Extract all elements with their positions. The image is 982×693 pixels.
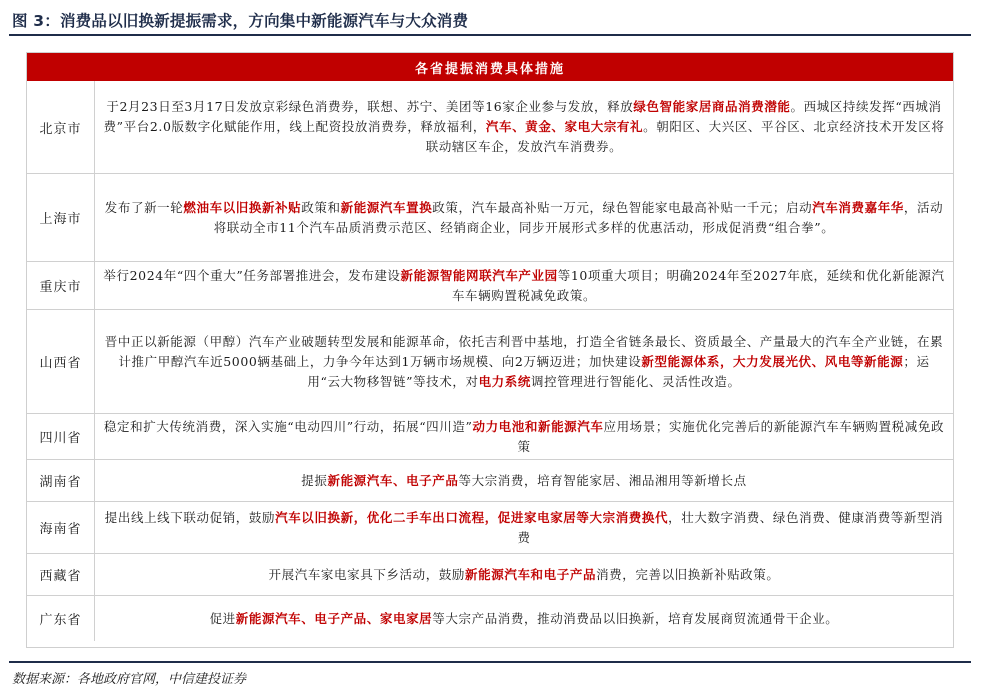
plain-text: 等大宗产品消费，推动消费品以旧换新，培育发展商贸流通骨干企业。 (432, 610, 839, 626)
highlight-text: 新能源汽车、电子产品 (327, 472, 459, 488)
plain-text: 等10项重大项目；明确2024年至2027年底，延续和优化新能源汽车车辆购置税减免政策。 (451, 267, 945, 303)
province-name: 湖南省 (27, 460, 95, 501)
plain-text: ，活动将联动全市11个汽车品质消费示范区、经销商企业，同步开展形式多样的优惠活动，形成促消费“组合拳”。 (213, 199, 944, 235)
plain-text: 。朝阳区、大兴区、平谷区、北京经济技术开发区将联动辖区车企，发放汽车消费券。 (425, 119, 945, 154)
highlight-text: 新型能源体系，大力发展光伏、风电等新能源 (641, 353, 904, 369)
measure-text (95, 554, 953, 595)
bottom-divider (9, 661, 971, 663)
plain-text: ，壮大数字消费、绿色消费、健康消费等新型消费 (517, 509, 944, 545)
plain-text: 开展汽车家电家具下乡活动，鼓励 (268, 566, 466, 582)
province-name: 山西省 (27, 310, 95, 413)
plain-text: 等大宗消费，培育智能家居、湘品湘用等新增长点 (458, 472, 747, 488)
measures-table (26, 52, 954, 648)
table-row (27, 261, 953, 309)
top-divider (9, 34, 971, 36)
figure-title: 图 3：消费品以旧换新提振需求，方向集中新能源汽车与大众消费 (12, 12, 469, 30)
plain-text: 提振 (301, 472, 328, 488)
province-name: 四川省 (27, 414, 95, 459)
plain-text: 政策，汽车最高补贴一万元，绿色智能家电最高补贴一千元；启动 (432, 199, 813, 215)
province-name: 海南省 (27, 502, 95, 553)
table-row (27, 595, 953, 641)
plain-text: 稳定和扩大传统消费，深入实施“电动四川”行动，拓展“四川造” (103, 418, 473, 434)
source-note: 数据来源：各地政府官网，中信建投证券 (12, 672, 247, 687)
table-row (27, 81, 953, 173)
plain-text: 晋中正以新能源（甲醇）汽车产业破题转型发展和能源革命，依托吉利晋中基地，打造全省链条最长、资质最全、产量最大的汽车全产业链，在累计推广甲醇汽车近5000辆基础上，力争今年达到1万辆市场规模、向2万辆迈进；加快建设 (104, 333, 944, 369)
highlight-text: 汽车消费嘉年华 (812, 199, 904, 215)
plain-text: 发布了新一轮 (104, 199, 184, 215)
table-row (27, 309, 953, 413)
province-name: 西藏省 (27, 554, 95, 595)
highlight-text: 燃油车以旧换新补贴 (183, 199, 302, 215)
table-header: 各省提振消费具体措施 (27, 53, 953, 81)
plain-text: 应用场景；实施优化完善后的新能源汽车车辆购置税减免政策 (517, 418, 945, 454)
highlight-text: 动力电池和新能源汽车 (472, 418, 604, 434)
province-name: 广东省 (27, 596, 95, 641)
plain-text: 于2月23日至3月17日发放京彩绿色消费券，联想、苏宁、美团等16家企业参与发放，释放 (106, 99, 634, 114)
highlight-text: 绿色智能家居商品消费潜能 (633, 99, 791, 114)
plain-text: 促进 (209, 610, 236, 626)
measure-text (95, 460, 953, 501)
measure-text (95, 414, 953, 459)
measure-text (95, 502, 953, 553)
highlight-text: 新能源汽车和电子产品 (465, 566, 597, 582)
measure-text (95, 310, 953, 413)
table-row (27, 501, 953, 553)
table-row (27, 413, 953, 459)
province-name: 上海市 (27, 174, 95, 261)
table-body (27, 81, 953, 641)
measure-text (95, 174, 953, 261)
province-name: 北京市 (27, 81, 95, 173)
highlight-text: 新能源智能网联汽车产业园 (400, 267, 558, 283)
measure-text (95, 596, 953, 641)
measure-text (95, 81, 953, 173)
plain-text: 。西城区持续发挥“西城消费”平台2.0版数字化赋能作用，线上配资投放消费券，释放福利， (103, 99, 942, 134)
measure-text (95, 262, 953, 309)
highlight-text: 汽车以旧换新，优化二手车出口流程，促进家电家居等大宗消费换代 (275, 509, 669, 525)
plain-text: 提出线上线下联动促销，鼓励 (104, 509, 276, 525)
highlight-text: 新能源汽车、电子产品、家电家居 (235, 610, 433, 626)
plain-text: 举行2024年“四个重大”任务部署推进会，发布建设 (103, 267, 401, 283)
table-row (27, 173, 953, 261)
table-row (27, 553, 953, 595)
highlight-text: 汽车、黄金、家电大宗有礼 (485, 119, 644, 134)
plain-text: ；运用“云大物移智链”等技术，对 (307, 353, 930, 389)
plain-text: 消费，完善以旧换新补贴政策。 (596, 566, 780, 582)
table-row (27, 459, 953, 501)
highlight-text: 电力系统 (478, 373, 531, 389)
plain-text: 政策和 (301, 199, 341, 215)
plain-text: 调控管理进行智能化、灵活性改造。 (530, 373, 741, 389)
province-name: 重庆市 (27, 262, 95, 309)
highlight-text: 新能源汽车置换 (340, 199, 433, 215)
